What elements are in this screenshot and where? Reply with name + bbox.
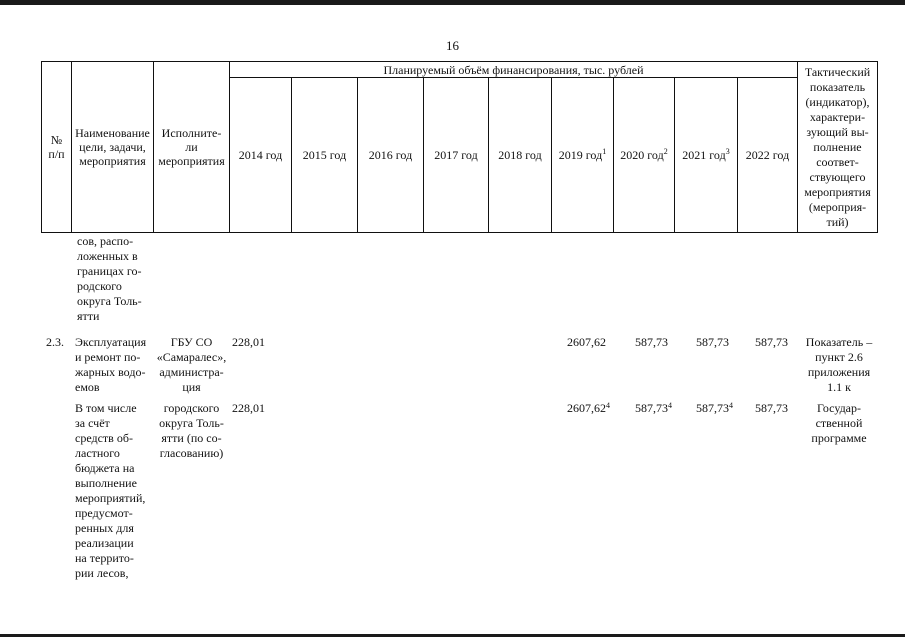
value-2022: 587,73 (755, 401, 788, 415)
value-2022: 587,73 (755, 335, 788, 349)
row-indicator: Показатель – пункт 2.6 приложения 1.1 к (805, 335, 873, 394)
value-2021: 587,73$^4$ (696, 401, 733, 415)
bottom-border-rule (0, 634, 905, 637)
header-indicator: Тактический показатель (индикатор), характери- зующий вы- полнение соответ- ствующего мероприятия (мероприя- тий) (804, 64, 871, 229)
top-border-rule (0, 0, 905, 5)
year-2019: 2019 год $^1$ (558, 146, 607, 162)
year-2015: 2015 год (302, 147, 347, 162)
value-2020: 587,73 (635, 335, 668, 349)
header-executor: Исполните- ли мероприятия (158, 126, 225, 168)
header-name: Наименование цели, задачи, мероприятия (75, 126, 150, 168)
row-name: Эксплуатация и ремонт по- жарных водо- емов (75, 335, 147, 394)
row-number: 2.3. (46, 335, 64, 349)
year-2020: 2020 год $^2$ (620, 146, 668, 162)
row-executor: городского округа Толь- ятти (по со- гласованию) (159, 401, 224, 460)
value-2014: 228,01 (232, 401, 265, 415)
page-number: 16 (446, 38, 459, 53)
row-indicator: Государ- ственной программе (811, 401, 867, 445)
year-2022: 2022 год (745, 147, 790, 162)
year-2014: 2014 год (238, 147, 283, 162)
value-2014: 228,01 (232, 335, 265, 349)
value-2021: 587,73 (696, 335, 729, 349)
value-2019: 2607,62 (567, 335, 606, 349)
row-executor: ГБУ СО «Самаралес», администра- ция (156, 335, 227, 394)
header-funding-title: Планируемый объём финансирования, тыс. рублей (383, 62, 644, 77)
continuation-name: сов, распо- ложенных в границах го- родского округа Толь- ятти (77, 234, 142, 323)
value-2019: 2607,62$^4$ (567, 401, 610, 415)
year-2021: 2021 год $^3$ (682, 146, 730, 162)
value-2020: 587,73$^4$ (635, 401, 672, 415)
header-num: № п/п (48, 133, 65, 161)
year-2016: 2016 год (368, 147, 413, 162)
row-name: В том числе за счёт средств об- ластного бюджета на выполнение мероприятий, предусмот- ренных для реализации на террито- рии лесов, (75, 401, 146, 580)
year-2018: 2018 год (498, 147, 542, 162)
year-2017: 2017 год (434, 147, 478, 162)
